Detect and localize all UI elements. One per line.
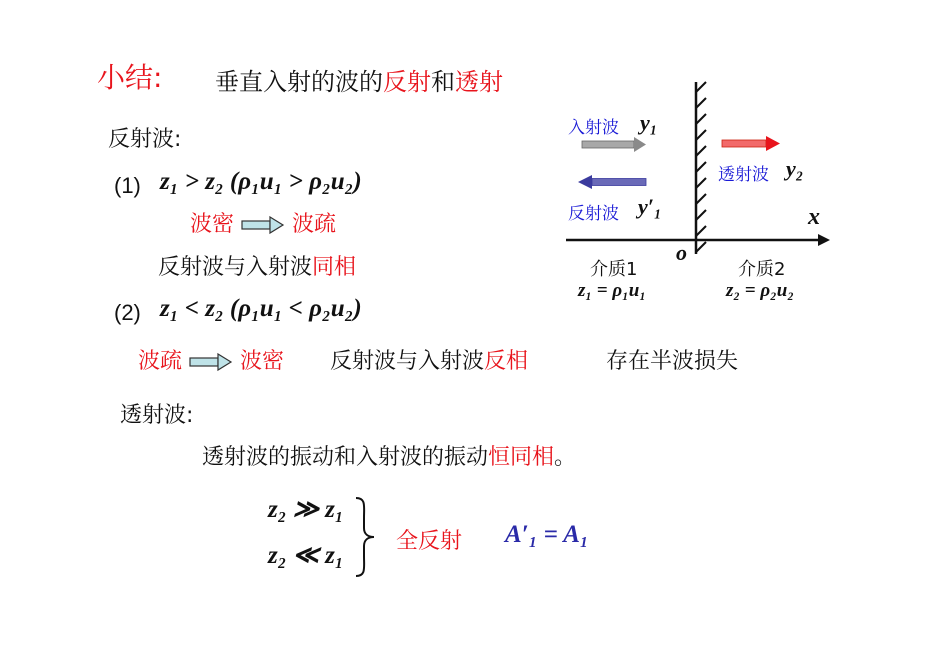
transmitted-text-pre: 透射波的振动和入射波的振动 xyxy=(202,445,489,470)
reflected-symbol: y′₁ xyxy=(638,194,662,219)
brace-icon xyxy=(354,496,376,578)
case2-condition: z₁ < z₂ (ρ₁u₁ < ρ₂u₂) xyxy=(160,295,362,322)
case1-result-key: 同相 xyxy=(312,255,357,280)
incident-symbol: y₁ xyxy=(640,110,658,135)
incident-arrow-icon xyxy=(582,137,646,152)
axis-x-label: x xyxy=(808,204,820,230)
x-axis-arrow-icon xyxy=(818,234,830,246)
total-line2: z₂ ≪ z₁ xyxy=(268,542,344,569)
wall-hatching xyxy=(696,82,706,252)
case2-label: (2) xyxy=(114,300,141,325)
subtitle-and: 和 xyxy=(431,68,455,96)
medium2-impedance: z₂ = ρ₂u₂ xyxy=(726,280,794,301)
transmitted-label: 透射波 xyxy=(718,165,769,185)
origin-label: o xyxy=(676,240,687,265)
medium1-label: 介质1 xyxy=(590,259,638,280)
transmitted-text-key: 恒同相 xyxy=(488,445,555,470)
case1-from: 波密 xyxy=(190,212,235,237)
reflected-heading: 反射波: xyxy=(108,127,182,152)
case1-condition: z₁ > z₂ (ρ₁u₁ > ρ₂u₂) xyxy=(160,168,362,195)
reflected-arrow-icon xyxy=(578,175,646,189)
case2-direction xyxy=(138,344,284,375)
case1-to: 波疏 xyxy=(292,212,337,237)
summary-subtitle xyxy=(215,62,503,97)
subtitle-reflect: 反射 xyxy=(383,68,431,96)
total-label: 全反射 xyxy=(396,529,463,554)
arrow-right-icon xyxy=(241,215,285,235)
case1-result xyxy=(158,250,356,281)
case2-to: 波密 xyxy=(240,349,285,374)
case2-result-pre: 反射波与入射波 xyxy=(330,349,485,374)
case2-result-key: 反相 xyxy=(484,349,529,374)
medium2-label: 介质2 xyxy=(738,259,786,280)
reflected-label: 反射波 xyxy=(568,204,619,224)
subtitle-pre: 垂直入射的波的 xyxy=(215,68,383,96)
arrow-right-icon xyxy=(189,352,233,372)
transmitted-symbol: y₂ xyxy=(786,156,804,181)
incident-label: 入射波 xyxy=(568,118,619,138)
total-formula: A′₁ = A₁ xyxy=(505,521,589,548)
transmitted-heading: 透射波: xyxy=(120,403,194,428)
total-line1: z₂ ≫ z₁ xyxy=(268,496,344,523)
case2-from: 波疏 xyxy=(138,349,183,374)
medium1-impedance: z₁ = ρ₁u₁ xyxy=(578,280,646,301)
case1-result-pre: 反射波与入射波 xyxy=(158,255,313,280)
subtitle-transmit: 透射 xyxy=(455,68,503,96)
case2-note: 存在半波损失 xyxy=(606,349,739,374)
case1-direction xyxy=(190,207,336,238)
case1-label: (1) xyxy=(114,173,141,198)
transmitted-text-end: 。 xyxy=(554,445,577,470)
transmitted-text xyxy=(202,440,576,471)
summary-title: 小结: xyxy=(97,61,163,94)
transmitted-arrow-icon xyxy=(722,136,780,151)
case2-result xyxy=(330,344,528,375)
